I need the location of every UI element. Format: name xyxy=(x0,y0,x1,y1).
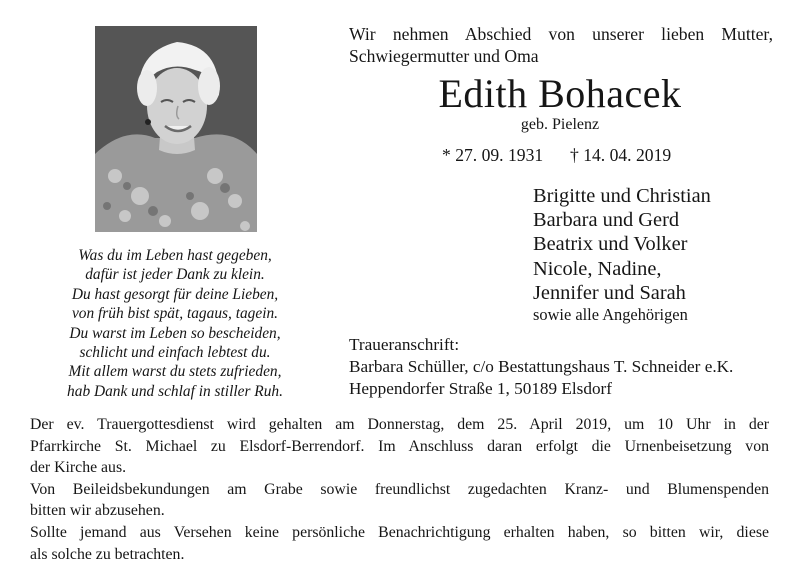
service-line: als solche zu betrachten. xyxy=(30,545,185,563)
mourning-address xyxy=(349,334,789,400)
farewell-intro xyxy=(349,23,773,67)
mourner-name: Beatrix und Volker xyxy=(533,233,688,256)
intro-line: Schwiegermutter und Oma xyxy=(349,46,539,66)
portrait-photo xyxy=(95,26,257,232)
address-label: Traueranschrift: xyxy=(349,335,460,354)
poem-line: Du warst im Leben so bescheiden, xyxy=(69,324,281,342)
other-relatives: sowie alle Angehörigen xyxy=(533,305,688,325)
mourner-name: Barbara und Gerd xyxy=(533,209,680,232)
poem-line: Mit allem warst du stets zufrieden, xyxy=(68,363,282,381)
poem-line: Du hast gesorgt für deine Lieben, xyxy=(71,285,279,303)
poem-line: hab Dank und schlaf in stiller Ruh. xyxy=(67,382,283,400)
death-date: † 14. 04. 2019 xyxy=(570,145,672,165)
address-line: Barbara Schüller, c/o Bestattungshaus T. Schneider e.K. xyxy=(349,357,734,376)
service-line: Von Beileidsbekundungen am Grabe sowie freundlichst zugedachten Kranz- und Blumenspenden xyxy=(30,480,769,498)
poem-line: Was du im Leben hast gegeben, xyxy=(78,247,272,264)
mourner-name: Jennifer und Sarah xyxy=(533,281,686,304)
intro-line: Wir nehmen Abschied von unserer lieben Mutter, xyxy=(349,24,773,44)
service-line: bitten wir abzusehen. xyxy=(30,502,165,520)
address-line: Heppendorfer Straße 1, 50189 Elsdorf xyxy=(349,379,612,398)
service-line: Pfarrkirche St. Michael zu Elsdorf-Berrendorf. Im Anschluss daran erfolgt die Urnenbeisetzung von xyxy=(30,437,769,455)
deceased-name: Edith Bohacek xyxy=(438,71,682,116)
birth-date: * 27. 09. 1931 xyxy=(442,145,544,165)
service-line: der Kirche aus. xyxy=(30,459,127,477)
maiden-name: geb. Pielenz xyxy=(520,116,600,133)
mourners-list xyxy=(533,184,783,325)
service-line: Sollte jemand aus Versehen keine persönliche Benachrichtigung erhalten haben, so bitten wir, diese xyxy=(30,523,769,541)
mourner-name: Brigitte und Christian xyxy=(533,185,711,207)
poem-line: schlicht und einfach lebtest du. xyxy=(79,344,271,362)
poem-line: dafür ist jeder Dank zu klein. xyxy=(85,266,265,284)
poem-line: von früh bist spät, tagaus, tagein. xyxy=(71,305,279,323)
mourner-name: Nicole, Nadine, xyxy=(533,257,662,280)
memorial-poem xyxy=(30,246,320,401)
portrait-illustration xyxy=(95,26,257,232)
service-line: Der ev. Trauergottesdienst wird gehalten am Donnerstag, dem 25. April 2019, um 10 Uhr in der xyxy=(30,416,769,433)
service-information xyxy=(30,414,769,565)
